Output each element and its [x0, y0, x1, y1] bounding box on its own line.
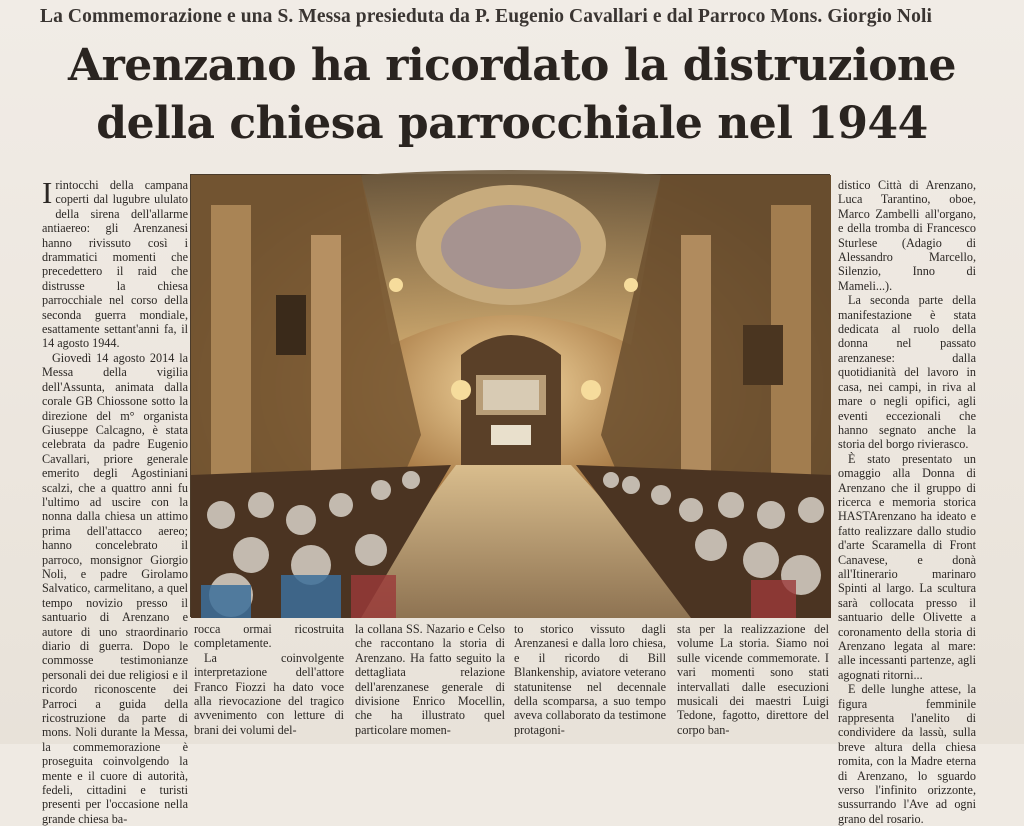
- article-column-bottom-3: [514, 622, 666, 738]
- paragraph: [42, 175, 188, 351]
- paragraph: E delle lunghe attese, la figura femminile rappresenta l'anelito di condividere da lassù, sulla breve altura della chiesa romita, con la Madre eterna di Arenzano, lo sguardo verso l'infinito orizzonte, sussurrando l'Ave ad ogni grano del rosario.: [838, 682, 976, 826]
- paragraph: La coinvolgente interpretazione dell'attore Franco Fiozzi ha dato voce alla rievocazione del tragico avvenimento con letture di brani dei volumi del-: [194, 650, 344, 737]
- article-column-left: [42, 175, 188, 826]
- paragraph: to storico vissuto dagli Arenzanesi e dalla loro chiesa, e il ricordo di Bill Blankenship, aviatore veterano statunitense nel decennale della scomparsa, a suo tempo aveva collaborato da testimone protagoni-: [514, 622, 666, 737]
- article-column-bottom-2: [355, 622, 505, 738]
- drop-cap: I: [42, 175, 53, 210]
- article-column-bottom-1: [194, 622, 344, 738]
- paragraph: È stato presentato un omaggio alla Donna di Arenzano che il gruppo di ricerca e memoria storica HASTArenzano ha ideato e fatto realizzare dallo studio d'arte Scaramella di Front Canavese, e donà all'Itinerario marinaro Spinti al largo. La scultura sarà collocata presso il santuario delle Olivette a coronamento della storia di Arenzano legata al mare: alle incessanti partenze, agli agognati ritorni...: [838, 451, 976, 682]
- paragraph: La seconda parte della manifestazione è stata dedicata al ruolo della donna nel passato arenzanese: dalla quotidianità del lavoro in casa, nei campi, in riva al mare o negli opifici, agli eventi eccezionali che hanno segnato anche la storia del borgo rivierasco.: [838, 293, 976, 452]
- article-column-right: [838, 178, 976, 826]
- article-column-bottom-4: [677, 622, 829, 738]
- paragraph: Giovedì 14 agosto 2014 la Messa della vigilia dell'Assunta, animata dalla corale GB Chiossone sotto la direzione del m° organista Giuseppe Calcagno, è stata celebrata da padre Eugenio Cavallari, priore generale emerito degli Agostiniani scalzi, che a quattro anni fu l'ultimo ad uscire con la nonna dalla chiesa un attimo prima dell'attacco aereo; hanno concelebrato il parroco, monsignor Giorgio Noli, e padre Girolamo Salvatico, carmelitano, a quel tempo novizio presso il santuario di Arenzano e autore di uno straordinario diario di guerra. Dopo le commosse testimonianze personali dei due religiosi e il ricordo riconoscente dei Parroci a guida della ricostruzione da parte di mons. Noli durante la Messa, la commemorazione è proseguita coinvolgendo la mente e il cuore di autorità, fedeli, cittadini e turisti presenti per l'occasione nella grande chiesa ba-: [42, 350, 188, 826]
- paragraph: rocca ormai ricostruita completamente.: [194, 622, 344, 651]
- article-kicker: La Commemorazione e una S. Messa presieduta da P. Eugenio Cavallari e dal Parroco Mons. Giorgio Noli: [40, 6, 932, 27]
- paragraph: la collana SS. Nazario e Celso che raccontano la storia di Arenzano. Ha fatto seguito la dettagliata relazione dell'arenzanese generale di divisione Enrico Mocellin, che ha illustrato quel particolare momen-: [355, 622, 505, 737]
- headline-line-1: Arenzano ha ricordato la distruzione: [67, 40, 957, 91]
- church-interior-illustration: [191, 175, 831, 618]
- paragraph: distico Città di Arenzano, Luca Tarantino, oboe, Marco Zambelli all'organo, e della tromba di Francesco Sturlese (Adagio di Alessandro Marcello, Silenzio, Inno di Mameli...).: [838, 178, 976, 293]
- paragraph-text: rintocchi della campana coperti dal lugubre ululato della sirena dell'allarme antiaereo: gli Arenzanesi hanno rivissuto così i drammatici momenti che precedettero il raid che distrusse la chiesa parrocchiale nel corso della seconda guerra mondiale, esattamente settant'anni fa, il 14 agosto 1944.: [42, 178, 188, 351]
- church-interior-photo: [190, 174, 830, 617]
- paragraph: sta per la realizzazione del volume La storia. Siamo noi sulle vicende commemorate. I vari momenti sono stati intervallati dalle esecuzioni musicali dei maestri Luigi Tedone, fagotto, direttore del corpo ban-: [677, 622, 829, 737]
- headline-line-2: della chiesa parrocchiale nel 1944: [96, 98, 928, 149]
